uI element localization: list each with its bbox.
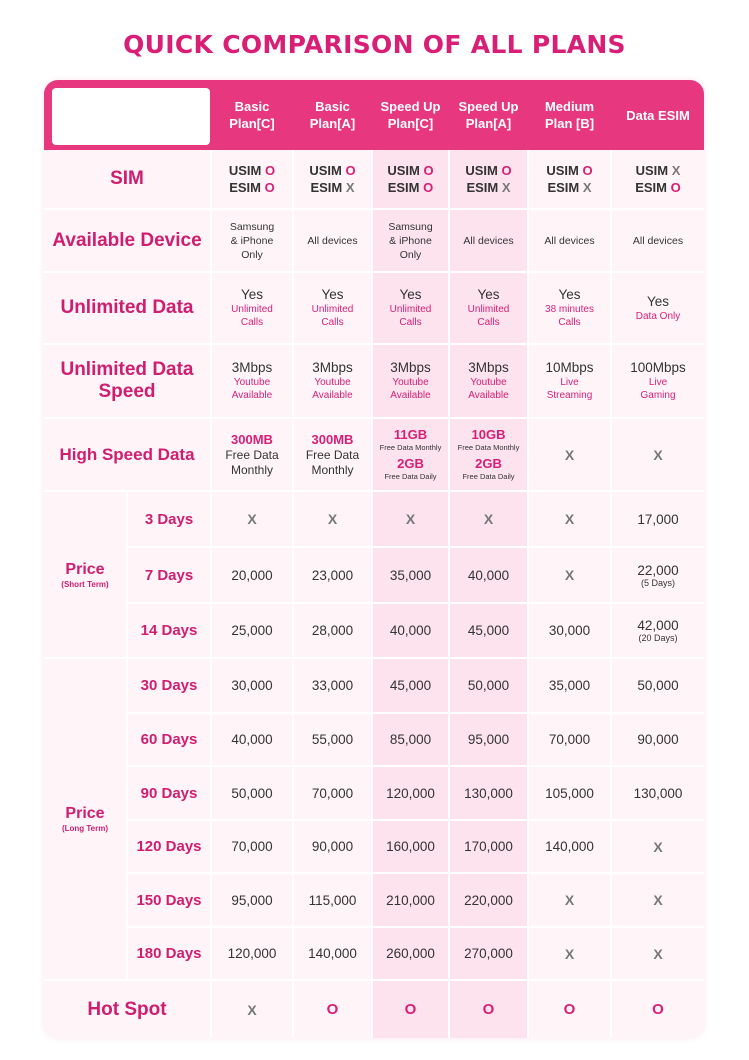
- speed-cell: [294, 345, 371, 417]
- price-value: 17,000: [637, 511, 679, 527]
- unlimited-sub: Data Only: [635, 310, 681, 322]
- price-cell: [529, 714, 610, 765]
- high-speed-monthly: 10GB: [471, 427, 506, 442]
- price-cell: [612, 928, 704, 979]
- esim-mark: X: [582, 180, 592, 195]
- price-cell: [612, 767, 704, 819]
- high-speed-none: X: [653, 446, 663, 463]
- speed-sub: Youtube Available: [312, 377, 353, 401]
- price-cell: [450, 714, 527, 765]
- usim-label: USIM: [387, 163, 420, 178]
- high-speed-monthly-note: Free Data Monthly: [379, 443, 442, 452]
- days-text: 3 Days: [144, 510, 194, 528]
- hotspot-cell: [529, 981, 610, 1038]
- hotspot-value: O: [326, 1001, 339, 1018]
- price-value: 130,000: [633, 785, 683, 801]
- price-cell: [529, 604, 610, 657]
- esim-line: [547, 179, 591, 196]
- price-cell: [612, 874, 704, 926]
- usim-mark: O: [582, 163, 593, 178]
- speed-main: 3Mbps: [231, 360, 273, 375]
- device-cell: [450, 210, 527, 271]
- usim-mark: O: [265, 163, 276, 178]
- row-label-unlimited-text: Unlimited Data: [60, 297, 194, 318]
- high-speed-daily-note: Free Data Daily: [384, 472, 437, 481]
- esim-mark: O: [670, 180, 681, 195]
- unlimited-main: Yes: [558, 287, 581, 302]
- speed-sub: Youtube Available: [390, 377, 431, 401]
- days-text: 7 Days: [144, 566, 194, 584]
- price-cell: [212, 492, 292, 546]
- row-label-hotspot: [44, 981, 210, 1038]
- speed-main: 10Mbps: [545, 360, 594, 375]
- price-cell: [450, 604, 527, 657]
- usim-mark: O: [501, 163, 512, 178]
- unlimited-cell: [212, 273, 292, 343]
- price-value: 28,000: [311, 623, 354, 638]
- price-cell: [373, 548, 448, 602]
- price-value: X: [564, 567, 575, 583]
- table-header: [44, 80, 704, 150]
- unlimited-sub: 38 minutes Calls: [545, 304, 594, 328]
- row-label-speed: [44, 345, 210, 417]
- price-value: X: [564, 511, 575, 527]
- price-value: 90,000: [637, 732, 679, 747]
- unlimited-main: Yes: [646, 293, 670, 309]
- hotspot-value: X: [247, 1001, 257, 1018]
- price-value: 35,000: [389, 567, 432, 583]
- esim-line: [635, 179, 681, 196]
- price-cell: [294, 714, 371, 765]
- usim-line: [387, 162, 433, 179]
- unlimited-main: Yes: [240, 287, 264, 302]
- row-label-sim: [44, 150, 210, 208]
- high-speed-note: Free Data Monthly: [225, 447, 279, 477]
- high-speed-daily-note: Free Data Daily: [462, 472, 515, 481]
- price-cell: [212, 604, 292, 657]
- price-value: 210,000: [386, 892, 435, 908]
- price-value: 270,000: [464, 946, 513, 961]
- high-speed-cell: [373, 419, 448, 490]
- days-text: 150 Days: [136, 891, 202, 909]
- price-value: 45,000: [389, 678, 432, 693]
- price-cell: [294, 821, 371, 872]
- high-speed-monthly-note: Free Data Monthly: [457, 443, 520, 452]
- price-cell: [294, 492, 371, 546]
- row-label-high-speed-text: High Speed Data: [59, 444, 195, 464]
- price-cell: [212, 821, 292, 872]
- price-cell: [212, 659, 292, 712]
- price-cell: [612, 604, 704, 657]
- speed-main: 100Mbps: [630, 360, 686, 375]
- price-value: X: [247, 511, 257, 527]
- usim-mark: O: [423, 163, 434, 178]
- device-cell: [294, 210, 371, 271]
- price-cell: [212, 548, 292, 602]
- price-cell: [373, 714, 448, 765]
- high-speed-cell: [294, 419, 371, 490]
- price-value: 170,000: [464, 839, 513, 854]
- usim-line: [465, 162, 511, 179]
- price-days-label: [128, 548, 210, 602]
- row-label-hotspot-text: Hot Spot: [87, 998, 167, 1020]
- days-text: 90 Days: [140, 784, 198, 802]
- price-cell: [212, 714, 292, 765]
- price-cell: [294, 874, 371, 926]
- speed-sub: Live Gaming: [640, 377, 676, 401]
- hotspot-value: O: [563, 1001, 576, 1018]
- price-value: 160,000: [386, 839, 435, 854]
- price-days-label: [128, 604, 210, 657]
- price-value: 140,000: [308, 946, 357, 961]
- header-corner: [52, 88, 210, 145]
- price-value: 35,000: [548, 678, 591, 693]
- price-days-label: [128, 874, 210, 926]
- usim-line: [309, 162, 355, 179]
- high-speed-daily: 2GB: [397, 456, 424, 471]
- esim-line: [310, 179, 354, 196]
- price-value: 120,000: [227, 946, 277, 961]
- usim-label: USIM: [309, 163, 342, 178]
- sim-cell: [294, 150, 371, 208]
- row-label-speed-text: Unlimited Data Speed: [60, 359, 194, 402]
- price-value: 45,000: [467, 623, 510, 638]
- price-value: 55,000: [311, 732, 354, 747]
- device-value: Samsung & iPhone Only: [229, 220, 275, 261]
- price-value: 20,000: [231, 567, 273, 583]
- column-header-5: Data ESIM: [626, 107, 690, 123]
- unlimited-main: Yes: [399, 287, 422, 302]
- price-value: X: [564, 945, 575, 962]
- usim-label: USIM: [546, 163, 579, 178]
- price-value: 33,000: [311, 678, 354, 693]
- hotspot-cell: [294, 981, 371, 1038]
- price-value: X: [653, 838, 663, 855]
- price-days-label: [128, 659, 210, 712]
- usim-label: USIM: [635, 163, 669, 178]
- esim-line: [229, 179, 275, 196]
- price-cell: [294, 767, 371, 819]
- page-title: QUICK COMPARISON OF ALL PLANS: [123, 30, 626, 59]
- price-value: 260,000: [386, 946, 435, 961]
- esim-line: [388, 179, 434, 196]
- price-cell: [450, 928, 527, 979]
- unlimited-sub: Unlimited Calls: [389, 304, 432, 328]
- price-cell: [529, 928, 610, 979]
- high-speed-monthly: 11GB: [393, 427, 428, 442]
- days-text: 14 Days: [140, 622, 198, 639]
- price-days-label: [128, 928, 210, 979]
- device-value: Samsung & iPhone Only: [388, 220, 433, 261]
- price-value: 105,000: [545, 785, 594, 801]
- column-header-2: Speed Up Plan[C]: [380, 99, 441, 131]
- price-cell: [612, 659, 704, 712]
- column-header-1: Basic Plan[A]: [309, 99, 356, 131]
- price-short-label-title: Price: [65, 560, 105, 578]
- price-cell: [450, 659, 527, 712]
- price-value: 130,000: [464, 785, 513, 801]
- device-value: All devices: [544, 234, 595, 247]
- sim-cell: [450, 150, 527, 208]
- hotspot-cell: [212, 981, 292, 1038]
- hotspot-value: O: [652, 1001, 664, 1018]
- usim-label: USIM: [228, 163, 262, 178]
- unlimited-cell: [373, 273, 448, 343]
- price-value: X: [564, 892, 575, 908]
- price-value: 220,000: [464, 892, 513, 908]
- price-value: 70,000: [231, 839, 273, 854]
- high-speed-cell: [212, 419, 292, 490]
- price-note: (20 Days): [638, 633, 678, 643]
- sim-cell: [373, 150, 448, 208]
- sim-cell: [529, 150, 610, 208]
- price-cell: [529, 492, 610, 546]
- high-speed-none: X: [564, 446, 575, 463]
- price-value: X: [327, 511, 338, 527]
- unlimited-sub: Unlimited Calls: [231, 304, 273, 328]
- speed-cell: [450, 345, 527, 417]
- price-value: 95,000: [467, 732, 510, 747]
- high-speed-note: Free Data Monthly: [305, 447, 360, 477]
- unlimited-cell: [450, 273, 527, 343]
- column-header-0: Basic Plan[C]: [229, 99, 275, 131]
- price-cell: [450, 767, 527, 819]
- high-speed-cell: [450, 419, 527, 490]
- price-value: 70,000: [311, 785, 354, 801]
- price-cell: [529, 874, 610, 926]
- high-speed-cell: [612, 419, 704, 490]
- esim-mark: X: [501, 180, 511, 195]
- high-speed-cell: [529, 419, 610, 490]
- price-cell: [212, 928, 292, 979]
- device-cell: [212, 210, 292, 271]
- price-value: 50,000: [637, 678, 679, 693]
- price-cell: [294, 928, 371, 979]
- price-cell: [294, 659, 371, 712]
- price-cell: [450, 821, 527, 872]
- hotspot-value: O: [404, 1001, 417, 1018]
- row-label-device: [44, 210, 210, 271]
- price-cell: [373, 604, 448, 657]
- unlimited-main: Yes: [321, 287, 344, 302]
- price-cell: [612, 492, 704, 546]
- device-value: All devices: [463, 234, 514, 247]
- hotspot-cell: [612, 981, 704, 1038]
- esim-label: ESIM: [229, 180, 262, 195]
- price-cell: [373, 767, 448, 819]
- price-cell: [373, 874, 448, 926]
- price-value: 140,000: [545, 839, 594, 854]
- device-value: All devices: [632, 234, 684, 247]
- esim-label: ESIM: [635, 180, 668, 195]
- price-days-label: [128, 767, 210, 819]
- price-value: X: [653, 892, 663, 908]
- speed-cell: [612, 345, 704, 417]
- esim-label: ESIM: [310, 180, 343, 195]
- price-value: 90,000: [311, 839, 354, 854]
- price-cell: [612, 548, 704, 602]
- price-days-label: [128, 492, 210, 546]
- price-value: 23,000: [311, 567, 354, 583]
- days-text: 30 Days: [140, 677, 198, 694]
- unlimited-cell: [294, 273, 371, 343]
- price-cell: [294, 548, 371, 602]
- price-value: 25,000: [231, 623, 273, 638]
- device-value: All devices: [307, 234, 358, 247]
- price-value: 40,000: [389, 623, 432, 638]
- speed-sub: Youtube Available: [468, 377, 509, 401]
- sim-cell: [612, 150, 704, 208]
- usim-mark: O: [345, 163, 356, 178]
- sim-cell: [212, 150, 292, 208]
- price-days-label: [128, 821, 210, 872]
- esim-mark: O: [264, 180, 275, 195]
- price-value: 22,000: [637, 562, 679, 578]
- esim-line: [466, 179, 510, 196]
- hotspot-value: O: [482, 1001, 495, 1018]
- row-label-sim-text: SIM: [110, 168, 144, 189]
- speed-main: 3Mbps: [468, 360, 509, 375]
- hotspot-cell: [450, 981, 527, 1038]
- usim-line: [546, 162, 592, 179]
- price-value: 115,000: [308, 892, 357, 908]
- price-cell: [450, 874, 527, 926]
- usim-mark: X: [671, 163, 681, 178]
- usim-label: USIM: [465, 163, 498, 178]
- unlimited-cell: [612, 273, 704, 343]
- price-long-label-title: Price: [65, 805, 105, 822]
- price-value: X: [653, 945, 663, 962]
- price-value: 40,000: [231, 732, 273, 747]
- price-cell: [373, 928, 448, 979]
- esim-label: ESIM: [387, 180, 420, 195]
- unlimited-sub: Unlimited Calls: [311, 304, 354, 328]
- usim-line: [636, 162, 681, 179]
- days-text: 120 Days: [136, 838, 202, 855]
- high-speed-daily: 2GB: [475, 456, 502, 471]
- device-cell: [612, 210, 704, 271]
- speed-main: 3Mbps: [390, 360, 431, 375]
- price-cell: [529, 548, 610, 602]
- esim-label: ESIM: [466, 180, 499, 195]
- comparison-table: [44, 80, 704, 1038]
- price-value: X: [405, 511, 416, 527]
- price-cell: [529, 767, 610, 819]
- price-value: X: [483, 511, 494, 527]
- speed-cell: [212, 345, 292, 417]
- device-cell: [529, 210, 610, 271]
- price-short-label: [44, 492, 126, 657]
- price-long-label: [44, 659, 126, 979]
- price-cell: [450, 492, 527, 546]
- price-cell: [612, 821, 704, 872]
- price-cell: [212, 874, 292, 926]
- unlimited-main: Yes: [477, 287, 500, 302]
- esim-mark: O: [423, 180, 434, 195]
- price-cell: [212, 767, 292, 819]
- price-value: 40,000: [467, 567, 510, 583]
- price-cell: [373, 821, 448, 872]
- price-cell: [450, 548, 527, 602]
- row-label-high-speed: [44, 419, 210, 490]
- price-days-label: [128, 714, 210, 765]
- price-cell: [529, 659, 610, 712]
- price-note: (5 Days): [640, 577, 675, 588]
- speed-cell: [529, 345, 610, 417]
- price-value: 42,000: [637, 618, 679, 633]
- speed-cell: [373, 345, 448, 417]
- price-cell: [373, 492, 448, 546]
- price-cell: [529, 821, 610, 872]
- price-short-label-subtitle: (Short Term): [61, 579, 109, 589]
- row-label-unlimited: [44, 273, 210, 343]
- esim-mark: X: [345, 180, 355, 195]
- esim-label: ESIM: [547, 180, 580, 195]
- price-cell: [294, 604, 371, 657]
- price-value: 50,000: [467, 678, 510, 693]
- speed-sub: Live Streaming: [546, 377, 593, 401]
- price-value: 70,000: [548, 732, 591, 747]
- speed-main: 3Mbps: [312, 360, 353, 375]
- column-header-3: Speed Up Plan[A]: [458, 99, 519, 131]
- price-value: 95,000: [231, 892, 273, 908]
- device-cell: [373, 210, 448, 271]
- days-text: 180 Days: [136, 945, 202, 962]
- price-value: 85,000: [389, 732, 432, 747]
- usim-line: [229, 162, 275, 179]
- high-speed-amount: 300MB: [311, 431, 354, 447]
- unlimited-cell: [529, 273, 610, 343]
- price-value: 30,000: [548, 623, 591, 638]
- price-cell: [373, 659, 448, 712]
- price-value: 120,000: [386, 785, 435, 801]
- price-value: 30,000: [231, 678, 273, 693]
- days-text: 60 Days: [140, 731, 198, 748]
- price-value: 50,000: [231, 785, 273, 801]
- row-label-device-text: Available Device: [52, 229, 202, 251]
- speed-sub: Youtube Available: [231, 377, 273, 401]
- price-long-label-subtitle: (Long Term): [61, 824, 109, 833]
- price-cell: [612, 714, 704, 765]
- unlimited-sub: Unlimited Calls: [467, 304, 510, 328]
- hotspot-cell: [373, 981, 448, 1038]
- column-header-4: Medium Plan [B]: [544, 99, 595, 131]
- high-speed-amount: 300MB: [231, 431, 273, 447]
